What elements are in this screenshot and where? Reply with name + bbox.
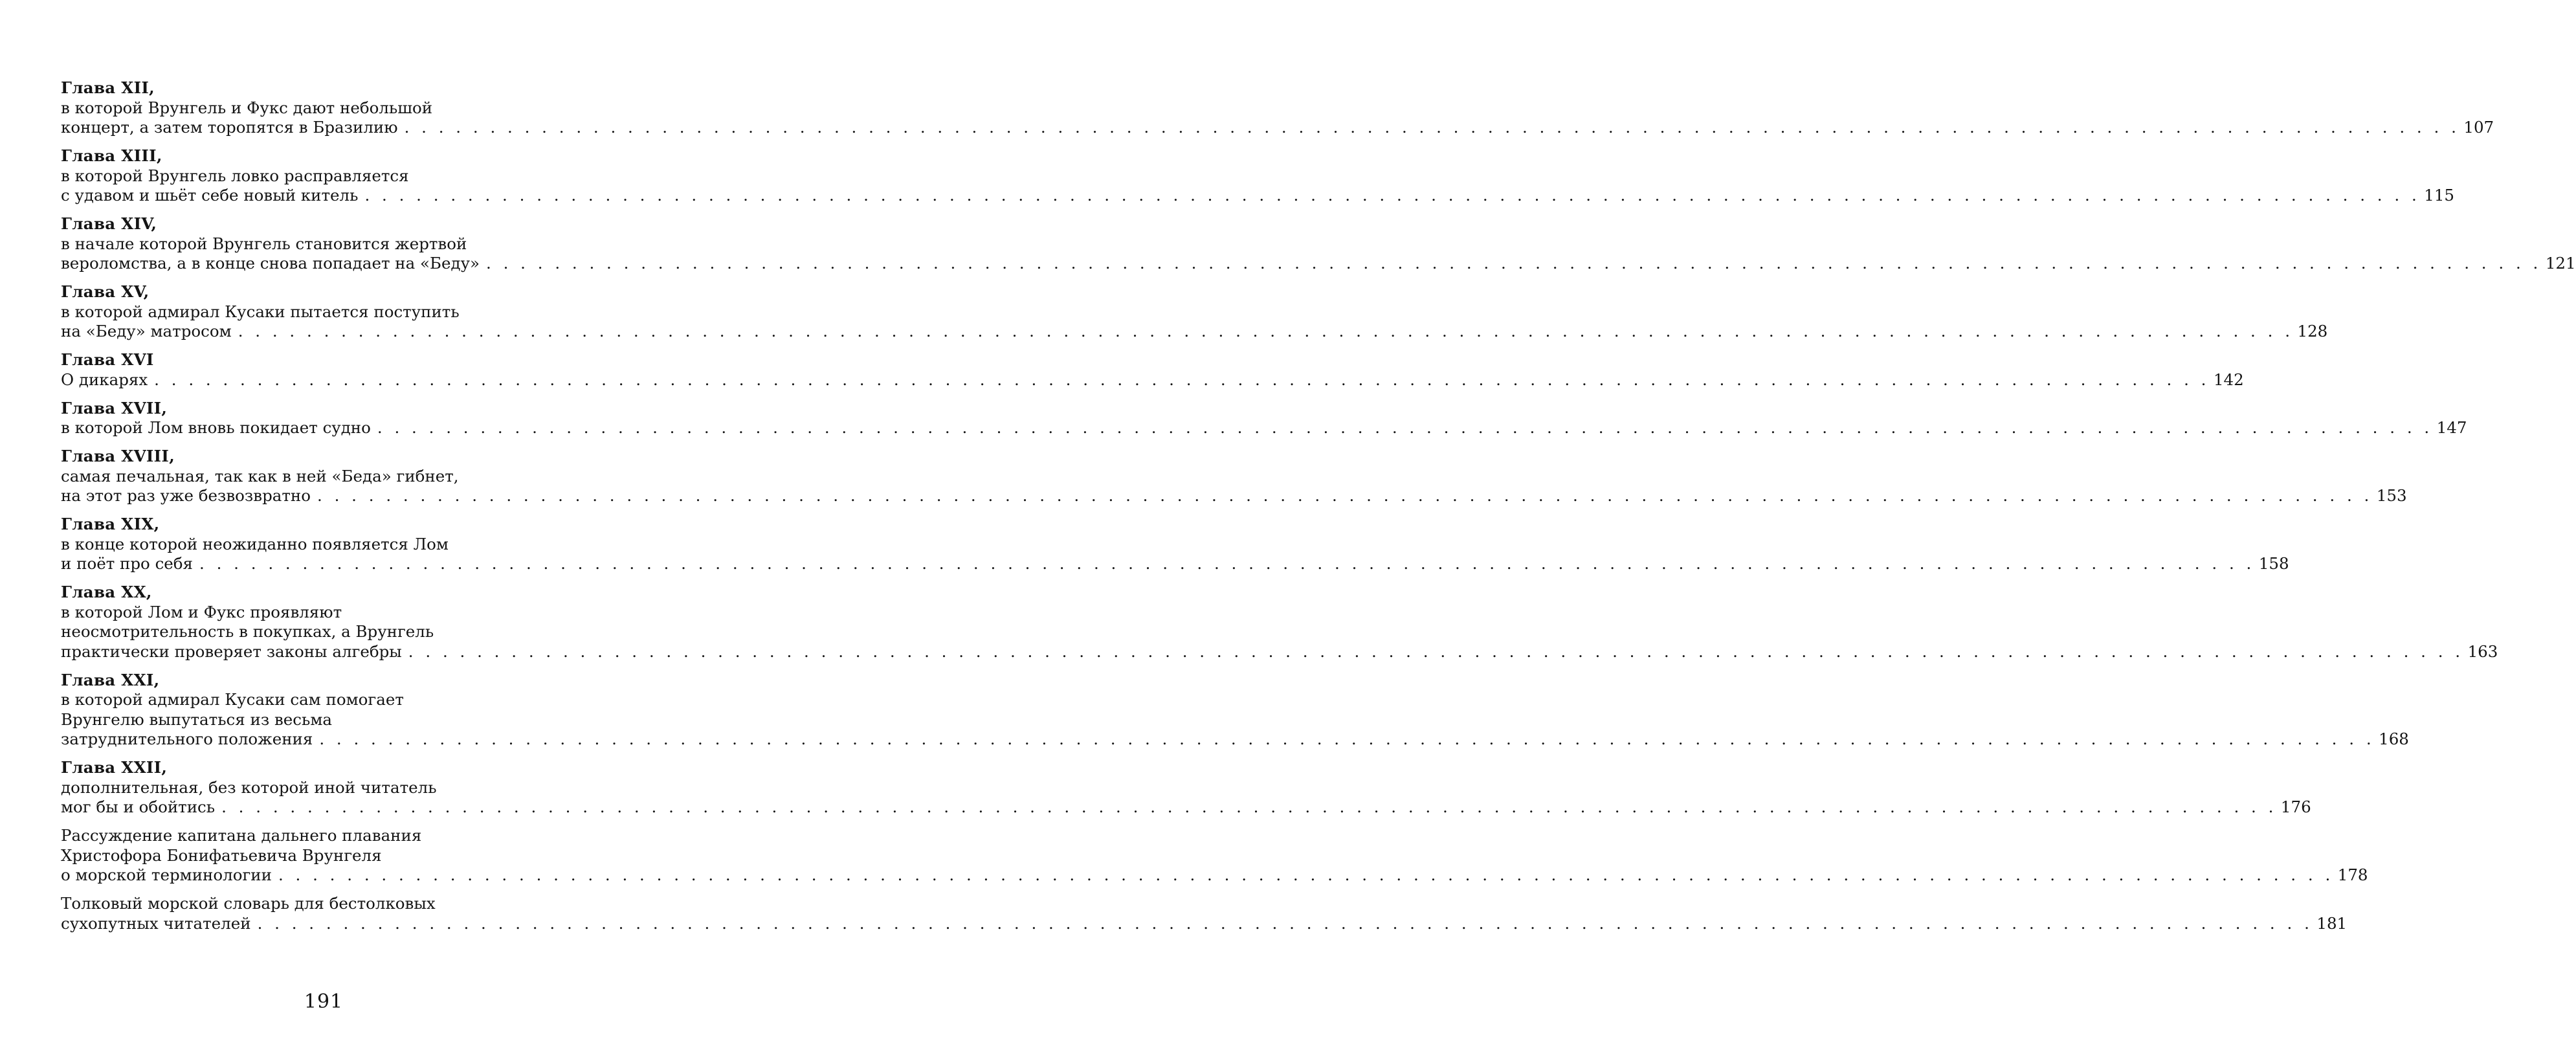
toc-leader-line — [61, 554, 2289, 574]
toc-entry — [61, 583, 2498, 662]
chapter-description-line: и поёт про себя — [61, 554, 194, 573]
chapter-heading: Глава XXI, — [61, 670, 160, 689]
page-reference: 163 — [2467, 641, 2498, 661]
toc-leader-line — [61, 730, 2409, 750]
dot-leader: . . . . . . . . . . . . . . . . . . . . . . . . . . . . . . . . . . . . . . . . . . . . . . . . . . . . . . . . . . . . . . . . . . . . . . . . . . . . . . . . . . . . . . . . . . . . . . . . . . . . . . . . . . . . . . . . . . . . . . . . — [278, 865, 2334, 884]
chapter-description-line: на «Беду» матросом — [61, 322, 232, 340]
chapter-description-line: сухопутных читателей — [61, 913, 251, 933]
chapter-description-line: в которой Врунгель ловко расправляется — [61, 166, 409, 185]
chapter-description-line: Толковый морской словарь для бестолковых — [61, 894, 436, 913]
toc-entry — [61, 515, 2289, 574]
toc-leader-line — [61, 322, 2328, 342]
table-of-contents — [61, 78, 2576, 942]
toc-leader-line — [61, 913, 2348, 934]
chapter-description-line: с удавом и шьёт себе новый китель — [61, 186, 359, 205]
page-reference: 147 — [2436, 418, 2467, 437]
dot-leader: . . . . . . . . . . . . . . . . . . . . . . . . . . . . . . . . . . . . . . . . . . . . . . . . . . . . . . . . . . . . . . . . . . . . . . . . . . . . . . . . . . . . . . . . . . . . . . . . . . . . . . . . . . . . . . . . . . . . . . . . — [377, 418, 2433, 437]
toc-entry — [61, 146, 2454, 206]
dot-leader: . . . . . . . . . . . . . . . . . . . . . . . . . . . . . . . . . . . . . . . . . . . . . . . . . . . . . . . . . . . . . . . . . . . . . . . . . . . . . . . . . . . . . . . . . . . . . . . . . . . . . . . . . . . . . . . . . . . . . . . . — [317, 486, 2373, 505]
chapter-description-line: самая печальная, так как в ней «Беда» гибнет, — [61, 466, 459, 485]
dot-leader: . . . . . . . . . . . . . . . . . . . . . . . . . . . . . . . . . . . . . . . . . . . . . . . . . . . . . . . . . . . . . . . . . . . . . . . . . . . . . . . . . . . . . . . . . . . . . . . . . . . . . . . . . . . . . . . . . . . . . . . . — [486, 254, 2542, 273]
toc-leader-line — [61, 486, 2407, 506]
toc-leader-line — [61, 797, 2311, 818]
page-reference: 158 — [2258, 554, 2289, 573]
dot-leader: . . . . . . . . . . . . . . . . . . . . . . . . . . . . . . . . . . . . . . . . . . . . . . . . . . . . . . . . . . . . . . . . . . . . . . . . . . . . . . . . . . . . . . . . . . . . . . . . . . . . . . . . . . . . . . . . . . . . . . . . — [364, 186, 2421, 205]
dot-leader: . . . . . . . . . . . . . . . . . . . . . . . . . . . . . . . . . . . . . . . . . . . . . . . . . . . . . . . . . . . . . . . . . . . . . . . . . . . . . . . . . . . . . . . . . . . . . . . . . . . . . . . . . . . . . . . . . . . . . . . . — [199, 554, 2255, 573]
page-reference: 121 — [2545, 254, 2576, 273]
toc-entry — [61, 214, 2576, 274]
page-reference: 142 — [2213, 370, 2244, 389]
toc-leader-line — [61, 186, 2454, 206]
chapter-description-line: в начале которой Врунгель становится жертвой — [61, 234, 467, 253]
dot-leader: . . . . . . . . . . . . . . . . . . . . . . . . . . . . . . . . . . . . . . . . . . . . . . . . . . . . . . . . . . . . . . . . . . . . . . . . . . . . . . . . . . . . . . . . . . . . . . . . . . . . . . . . . . . . . . . . . . . . . . . . — [154, 370, 2210, 389]
toc-leader-line — [61, 418, 2467, 438]
chapter-description-line: О дикарях — [61, 370, 148, 389]
chapter-heading: Глава XIV, — [61, 214, 157, 233]
toc-leader-line — [61, 641, 2498, 662]
dot-leader: . . . . . . . . . . . . . . . . . . . . . . . . . . . . . . . . . . . . . . . . . . . . . . . . . . . . . . . . . . . . . . . . . . . . . . . . . . . . . . . . . . . . . . . . . . . . . . . . . . . . . . . . . . . . . . . . . . . . . . . . — [404, 118, 2460, 137]
chapter-description-line: в которой Врунгель и Фукс дают небольшой — [61, 98, 433, 117]
chapter-description-line: мог бы и обойтись — [61, 797, 216, 816]
dot-leader: . . . . . . . . . . . . . . . . . . . . . . . . . . . . . . . . . . . . . . . . . . . . . . . . . . . . . . . . . . . . . . . . . . . . . . . . . . . . . . . . . . . . . . . . . . . . . . . . . . . . . . . . . . . . . . . . . . . . . . . . — [238, 322, 2294, 340]
toc-entry — [61, 894, 2348, 933]
page-reference: 128 — [2297, 322, 2328, 340]
dot-leader: . . . . . . . . . . . . . . . . . . . . . . . . . . . . . . . . . . . . . . . . . . . . . . . . . . . . . . . . . . . . . . . . . . . . . . . . . . . . . . . . . . . . . . . . . . . . . . . . . . . . . . . . . . . . . . . . . . . . . . . . — [319, 730, 2375, 748]
chapter-description-line: дополнительная, без которой иной читатель — [61, 777, 437, 797]
chapter-description-line: неосмотрительность в покупках, а Врунгель — [61, 622, 434, 641]
toc-entry — [61, 282, 2328, 342]
chapter-description-line: затруднительного положения — [61, 730, 313, 748]
chapter-heading: Глава XIII, — [61, 146, 162, 165]
toc-leader-line — [61, 865, 2368, 886]
page-reference: 178 — [2337, 865, 2368, 884]
chapter-heading: Глава XVI — [61, 350, 154, 369]
dot-leader: . . . . . . . . . . . . . . . . . . . . . . . . . . . . . . . . . . . . . . . . . . . . . . . . . . . . . . . . . . . . . . . . . . . . . . . . . . . . . . . . . . . . . . . . . . . . . . . . . . . . . . . . . . . . . . . . . . . . . . . . — [257, 913, 2313, 933]
toc-entry — [61, 398, 2467, 438]
page-number: 191 — [304, 990, 344, 1013]
toc-entry — [61, 78, 2494, 138]
page-reference: 168 — [2379, 730, 2409, 748]
chapter-description-line: вероломства, а в конце снова попадает на «Беду» — [61, 254, 480, 273]
page-reference: 115 — [2424, 186, 2454, 205]
chapter-heading: Глава XII, — [61, 78, 155, 97]
chapter-description-line: на этот раз уже безвозвратно — [61, 486, 311, 505]
chapter-description-line: в которой Лом и Фукс проявляют — [61, 602, 342, 621]
page-reference: 107 — [2463, 118, 2494, 137]
toc-leader-line — [61, 370, 2244, 390]
toc-leader-line — [61, 254, 2576, 274]
chapter-heading: Глава XX, — [61, 583, 152, 601]
toc-entry — [61, 826, 2368, 886]
toc-entry — [61, 670, 2409, 750]
chapter-description-line: Христофора Бонифатьевича Врунгеля — [61, 845, 382, 865]
dot-leader: . . . . . . . . . . . . . . . . . . . . . . . . . . . . . . . . . . . . . . . . . . . . . . . . . . . . . . . . . . . . . . . . . . . . . . . . . . . . . . . . . . . . . . . . . . . . . . . . . . . . . . . . . . . . . . . . . . . . . . . . — [408, 641, 2464, 661]
chapter-description-line: в которой адмирал Кусаки сам помогает — [61, 690, 404, 709]
chapter-heading: Глава XXII, — [61, 758, 168, 777]
chapter-heading: Глава XV, — [61, 282, 150, 301]
chapter-description-line: практически проверяет законы алгебры — [61, 641, 402, 661]
chapter-description-line: о морской терминологии — [61, 865, 272, 884]
chapter-description-line: в конце которой неожиданно появляется Лом — [61, 534, 449, 553]
toc-entry — [61, 350, 2244, 390]
chapter-description-line: в которой адмирал Кусаки пытается поступить — [61, 302, 460, 321]
chapter-heading: Глава XIX, — [61, 515, 160, 533]
toc-leader-line — [61, 118, 2494, 138]
chapter-heading: Глава XVII, — [61, 398, 168, 418]
page-reference: 181 — [2316, 913, 2348, 933]
dot-leader: . . . . . . . . . . . . . . . . . . . . . . . . . . . . . . . . . . . . . . . . . . . . . . . . . . . . . . . . . . . . . . . . . . . . . . . . . . . . . . . . . . . . . . . . . . . . . . . . . . . . . . . . . . . . . . . . . . . . . . . . — [221, 797, 2277, 816]
toc-entry — [61, 447, 2407, 506]
chapter-heading: Глава XVIII, — [61, 447, 175, 465]
page-reference: 176 — [2280, 797, 2311, 816]
chapter-description-line: Врунгелю выпутаться из весьма — [61, 709, 333, 729]
chapter-description-line: Рассуждение капитана дальнего плавания — [61, 826, 422, 845]
chapter-description-line: концерт, а затем торопятся в Бразилию — [61, 118, 398, 137]
page-reference: 153 — [2376, 486, 2407, 505]
toc-entry — [61, 758, 2311, 818]
chapter-description-line: в которой Лом вновь покидает судно — [61, 418, 371, 437]
